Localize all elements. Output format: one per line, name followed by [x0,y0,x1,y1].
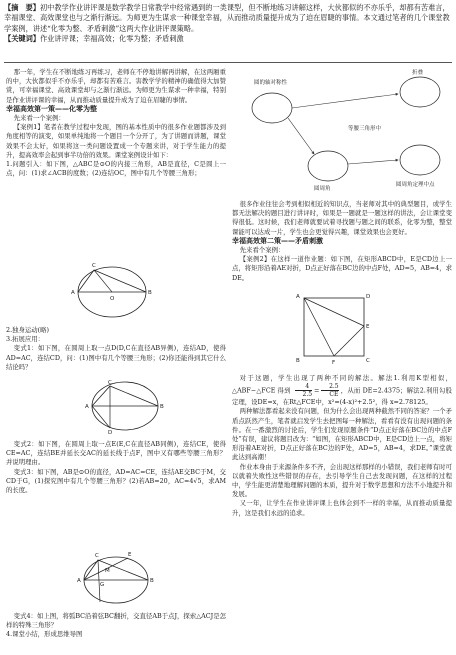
variant-1: 变式1：如下图，在圆周上取一点D(D,C在直径AB异侧)，连结AD，使得AD=AC，连结CD，问：(1)图中有几个等腰三角形；(2)你还能得到其它什么结论吗？ [6,344,226,371]
label-c: C [95,553,99,559]
fraction-1 [295,383,312,398]
label-b: B [150,578,154,584]
segment-oc [94,270,112,292]
abstract [4,3,452,45]
fraction-1-denominator: 2.5 [302,391,313,399]
mindmap-node-5: 等腰三角形中 [348,126,382,132]
step-2: 2.独身运动(略) [6,326,50,334]
right-column-top [232,200,452,283]
label-b: B [296,358,300,364]
variant-2: 变式2：如下图，在圆周上取一点E(E,C在直径AB同侧)，连结CE，使得CE=AC，连结BE并延长交AC的延长线于点F，图中又有哪些等腰三角形？并说明理由。 [6,440,226,467]
mindmap-node-4: 圆周角定理中点 [396,182,435,188]
mindmap-circle-4 [400,145,440,175]
label-m: M [105,568,110,574]
fraction-2-denominator: CE [329,391,339,399]
error-paragraph: 作业本身由于来源条件多不齐，会出现这样那样的小错误，我们老师有时可以就着失败性这些错误的存在，去引导学生自己去发现问题，在这样的过程中，学生能更清楚地理解问题的本质，提升对于数学思想和方法不小地提升和发展。 [232,462,452,499]
label-a: A [71,290,75,296]
figure-variant-3 [70,548,162,606]
question-intro: 1.问题引入：如下图，△ABC是⊙O的内接三角形，AB是直径，C是圆上一点，问：(1)求∠ACB的度数；(2)连结OC，图中有几个等腰三角形； [6,160,226,178]
label-b: B [148,290,152,296]
mindmap-node-2: 圆周角 [314,186,331,192]
arrow-1 [292,94,398,108]
case-intro-1: 先来看一个案例： [13,114,65,123]
right-intro: 很多作业往往会考到相似相近的知识点，当老师对其中的典型题目，或学生都无法解决的题目进行讲评时，如果是一题就是一题这样的讲法，会让课堂变得很低。这时候，我们老师就要试着寻找题与题之间的联系，化零为整，整堂课能可以达成一片，学生也会更觉得兴趣，课堂效果也会更好。 [232,200,452,236]
solution-intro: 对于这题，学生出现了两种不同的解法。解法1.利用K型相似，△ABF∽△FCE 得到 $\frac{4}{2.5}$ = $\frac{2.5}{CE}$ ，从而 DE=2.4375；解法2.利用勾股定理，设DE=x，在Rt△FCE中，x²=(4-x)²+2.5²，得 x=2.78125。 [232,374,452,407]
abstract-text: 初中教学作业讲评课是数学教学日常教学中经常遇到的一类课型，但不断地练习讲解这样，大伙都似的不亦乐乎，却都有苦难言，幸福课堂、高效课堂也与之渐行渐远。为师更为生谋求一种课堂幸福，从而推动质量提升成为了迫在眉睫的事情。本文通过笔者的几个课堂教学案例，讲述“化零为整、矛盾刺激”这两大作业讲评课策略。 [4,3,450,33]
left-column-mid [6,326,226,372]
section-heading-1: 幸福高效第一策——化零为整 [6,104,97,113]
segment-ae [304,298,364,326]
abstract-divider [4,62,452,63]
solution-text-cont: ，从而 DE=2.4375；解法2.利用勾股定理，设DE=x，在Rt△FCE中，x²=(4-x)²+2.5²，得 x=2.78125。 [232,386,452,407]
mindmap-circle-3 [400,77,440,107]
case-2-paragraph: 【案例2】在这样一道作业题：如下图，在矩形ABCD中，E是CD边上一点，将矩形沿着AE对折，D点正好落在BC边的中点F处，AD=5，AB=4，求DE。 [232,255,452,282]
segment-ad [92,406,110,428]
right-column-solution [232,374,452,518]
step-4: 4.课堂小结，形成思维导图 [6,630,83,639]
fraction-2-numerator: 2.5 [321,383,338,391]
figure-circle-triangle [62,258,162,320]
label-f: F [332,360,336,366]
keywords-text: 作业讲评课；幸福高效；化零为整；矛盾刺激 [39,34,184,44]
figure-rectangle-fold [290,290,380,368]
left-column-bottom [6,612,226,640]
segment-fe [334,326,364,356]
arrow-3 [348,160,398,164]
label-d: D [108,430,113,434]
left-column-variant-2 [6,440,226,495]
fraction-1-numerator: 4 [295,383,312,391]
label-e: E [366,324,370,330]
label-a: A [296,294,300,300]
mindmap-node-3: 折叠 [412,70,424,76]
mindmap-circle-2 [308,151,348,181]
mindmap-node-1: 圆的轴对称性 [254,80,288,86]
label-c: C [108,380,112,386]
variant-4: 变式4：如上图，将弧BC沿着弦BC翻折，交直径AB于点J，探索△ACJ是怎样的特殊三角形？ [6,612,226,630]
contradiction-paragraph: 两种解法都看起来没有问题，但为什么会出现两种截然不同的答案？一个矛盾点跃然产生，笔者就启发学生去把图每一种解法，看看有没有出现问题的条件。在一番激烈的讨论后，学生们发现原题条件“D点正好落在BC边的中点F处”有误，建议将题目改为：“如图，在矩形ABCD中，E是CD边上一点，将矩形沿着AE对折，D点正好落在BC边的F处，AD=5，AB=4，求DE。”课堂就此达到高潮！ [232,407,452,462]
label-a: A [85,404,89,410]
mind-map-diagram [244,66,450,196]
label-c: C [92,263,96,269]
section-heading-2: 幸福高效第二策——矛盾刺激 [232,236,323,245]
label-g: G [100,582,105,588]
figure-variant-1 [80,378,170,434]
conclusion-paragraph: 又一年，让学生在作业讲评课上也体会到不一样的幸福，从而推动质量提升，这是我们永远的追求。 [232,499,452,517]
label-a: A [77,578,81,584]
step-3: 3.拓展应用： [6,335,45,344]
triangle-abc [84,560,148,580]
solution-text: 对于这题，学生出现了两种不同的解法。解法1.利用K型相似，△ABF∽△FCE 得到 [232,374,452,395]
label-d: D [366,294,371,300]
label-o: O [110,296,115,302]
label-b: B [160,404,164,410]
fraction-2 [321,383,338,398]
label-e: E [128,552,132,558]
keywords-label: 【关键词】 [4,34,40,44]
mindmap-circle-1 [252,93,292,123]
segment-af [304,298,334,356]
triangle-abc [78,270,146,292]
case-1-paragraph: 【案例1】笔者在教学过程中发现，图的基本性质中的很多作业题都涉及到角度相等的演变，如果单纯地将一个题目一个分开了，为了讲题而讲题，课堂效果不会太好，如果将这一类问题设置成一个专题来讲，对于学生能力的提升，提高效率会起到事半功倍的效果。课堂案例设计如下： [6,123,226,159]
rectangle-abcd [304,298,364,356]
segment-cd [98,560,100,602]
label-c: C [366,358,370,364]
left-column-top [6,68,226,178]
arrow-2 [288,118,314,154]
intro-paragraph: 那一年，学生在不断地练习再练习，老师在不停地讲解再讲解，在这两厢重的中，大伙都似乎不亦乐乎，却都有苦难言。害教学学的精神的确值得大加赞赏，可幸福课堂、高效课堂却与之渐行渐远。为师更为生谋求一种幸福，特别是作业讲评课的幸福，从而推动质量提升成为了迫在眉睫的事情。 [6,68,226,104]
abstract-label: 【摘 要】 [4,3,40,12]
case-intro-2: 先来看个案例： [239,246,285,255]
variant-3: 变式3：如下图，AB是⊙O的直径，AD=AC=CE，连结AE交BC于M，交CD于G，(1)探究图中有几个等腰三角形？(2)若AB=20，AC=4√5，求AM的长度。 [6,467,226,495]
